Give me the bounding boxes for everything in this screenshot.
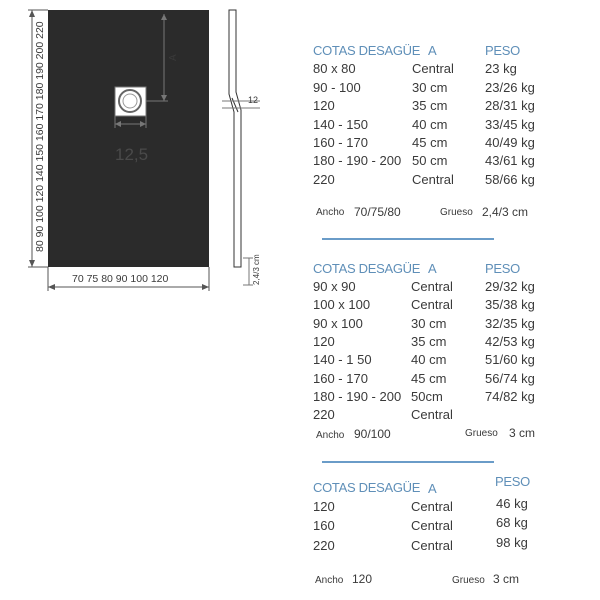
dimension-a-label: A (168, 54, 179, 61)
grueso-label: Grueso (465, 428, 498, 439)
table-row-peso: 58/66 kg (485, 172, 535, 187)
table-header-peso: PESO (485, 43, 520, 58)
table-row-a: Central (411, 538, 453, 553)
side-profile (229, 10, 241, 267)
table-row-size: 220 (313, 172, 335, 187)
table-row-a: 40 cm (412, 117, 448, 132)
table-row-a: 45 cm (412, 135, 448, 150)
table-row-size: 120 (313, 334, 335, 349)
table-row-size: 90 - 100 (313, 80, 361, 95)
table-header-peso: PESO (495, 474, 530, 489)
table-row-peso: 43/61 kg (485, 153, 535, 168)
table-row-a: 50 cm (412, 153, 448, 168)
vertical-arrow-top (29, 10, 35, 17)
table-row-peso: 46 kg (496, 496, 528, 511)
table-row-peso: 23 kg (485, 61, 517, 76)
table-row-a: 50cm (411, 389, 443, 404)
grueso-label: Grueso (440, 207, 473, 218)
table-header-cotas: COTAS DESAGÜE (313, 43, 421, 58)
table-row-a: Central (411, 297, 453, 312)
table-row-size: 160 (313, 518, 335, 533)
table-header-cotas: COTAS DESAGÜE (313, 261, 421, 276)
table-row-a: 40 cm (411, 352, 447, 367)
table-row-peso: 28/31 kg (485, 98, 535, 113)
grueso-label: Grueso (452, 575, 485, 586)
grueso-value: 2,4/3 cm (482, 205, 529, 219)
table-header-a: A (428, 261, 437, 276)
table-row-peso: 68 kg (496, 515, 528, 530)
ancho-value: 120 (352, 572, 373, 586)
table-row-peso: 32/35 kg (485, 316, 535, 331)
table-row-a: Central (412, 172, 454, 187)
table-row-size: 80 x 80 (313, 61, 356, 76)
table-row-size: 120 (313, 499, 335, 514)
vertical-lengths-label: 80 90 100 120 140 150 160 170 180 190 200 220 (34, 21, 46, 252)
table-row-a: 30 cm (411, 316, 447, 331)
table-row-a: Central (411, 518, 453, 533)
table-header-a: A (428, 481, 437, 496)
table-row-size: 220 (313, 407, 335, 422)
table-row-peso: 42/53 kg (485, 334, 535, 349)
table-row-size: 180 - 190 - 200 (313, 153, 402, 168)
table-row-a: 35 cm (411, 334, 447, 349)
horizontal-widths-label: 70 75 80 90 100 120 (72, 273, 169, 285)
table-row-peso: 74/82 kg (485, 389, 535, 404)
table-row-a: Central (411, 407, 453, 422)
table-row-size: 160 - 170 (313, 371, 368, 386)
ancho-label: Ancho (316, 430, 345, 441)
ancho-label: Ancho (315, 575, 344, 586)
table-row-peso: 33/45 kg (485, 117, 535, 132)
table-row-peso: 23/26 kg (485, 80, 535, 95)
table-header-a: A (428, 43, 437, 58)
table-row-size: 140 - 150 (313, 117, 368, 132)
table-header-cotas: COTAS DESAGÜE (313, 480, 421, 495)
table-row-a: Central (412, 61, 454, 76)
table-row-size: 180 - 190 - 200 (313, 389, 402, 404)
table-row-peso: 98 kg (496, 535, 528, 550)
horizontal-arrow-right (202, 284, 209, 290)
grueso-value: 3 cm (509, 426, 536, 440)
section-divider (322, 461, 494, 463)
ancho-value: 70/75/80 (354, 205, 401, 219)
side-profile-thickness-label: 2,4/3 cm (252, 254, 261, 285)
table-row-peso: 56/74 kg (485, 371, 535, 386)
table-row-size: 90 x 100 (313, 316, 363, 331)
table-row-peso: 40/49 kg (485, 135, 535, 150)
shower-tray-body (48, 10, 209, 267)
table-row-size: 120 (313, 98, 335, 113)
table-row-a: 30 cm (412, 80, 448, 95)
table-row-peso: 51/60 kg (485, 352, 535, 367)
side-thickness-label: 12 (248, 95, 259, 105)
section-divider (322, 238, 494, 240)
table-row-size: 220 (313, 538, 335, 553)
drain-width-label: 12,5 (115, 145, 149, 164)
table-row-peso: 35/38 kg (485, 297, 535, 312)
table-row-a: Central (411, 499, 453, 514)
table-header-peso: PESO (485, 261, 520, 276)
grueso-value: 3 cm (493, 572, 520, 586)
table-row-a: 35 cm (412, 98, 448, 113)
vertical-arrow-bottom (29, 260, 35, 267)
table-row-size: 100 x 100 (313, 297, 371, 312)
table-row-peso: 29/32 kg (485, 279, 535, 294)
table-row-size: 140 - 1 50 (313, 352, 372, 367)
horizontal-arrow-left (48, 284, 55, 290)
table-row-size: 160 - 170 (313, 135, 368, 150)
table-row-size: 90 x 90 (313, 279, 356, 294)
drain-inner-circle (123, 94, 137, 108)
table-row-a: 45 cm (411, 371, 447, 386)
table-row-a: Central (411, 279, 453, 294)
ancho-label: Ancho (316, 207, 345, 218)
ancho-value: 90/100 (354, 427, 391, 441)
